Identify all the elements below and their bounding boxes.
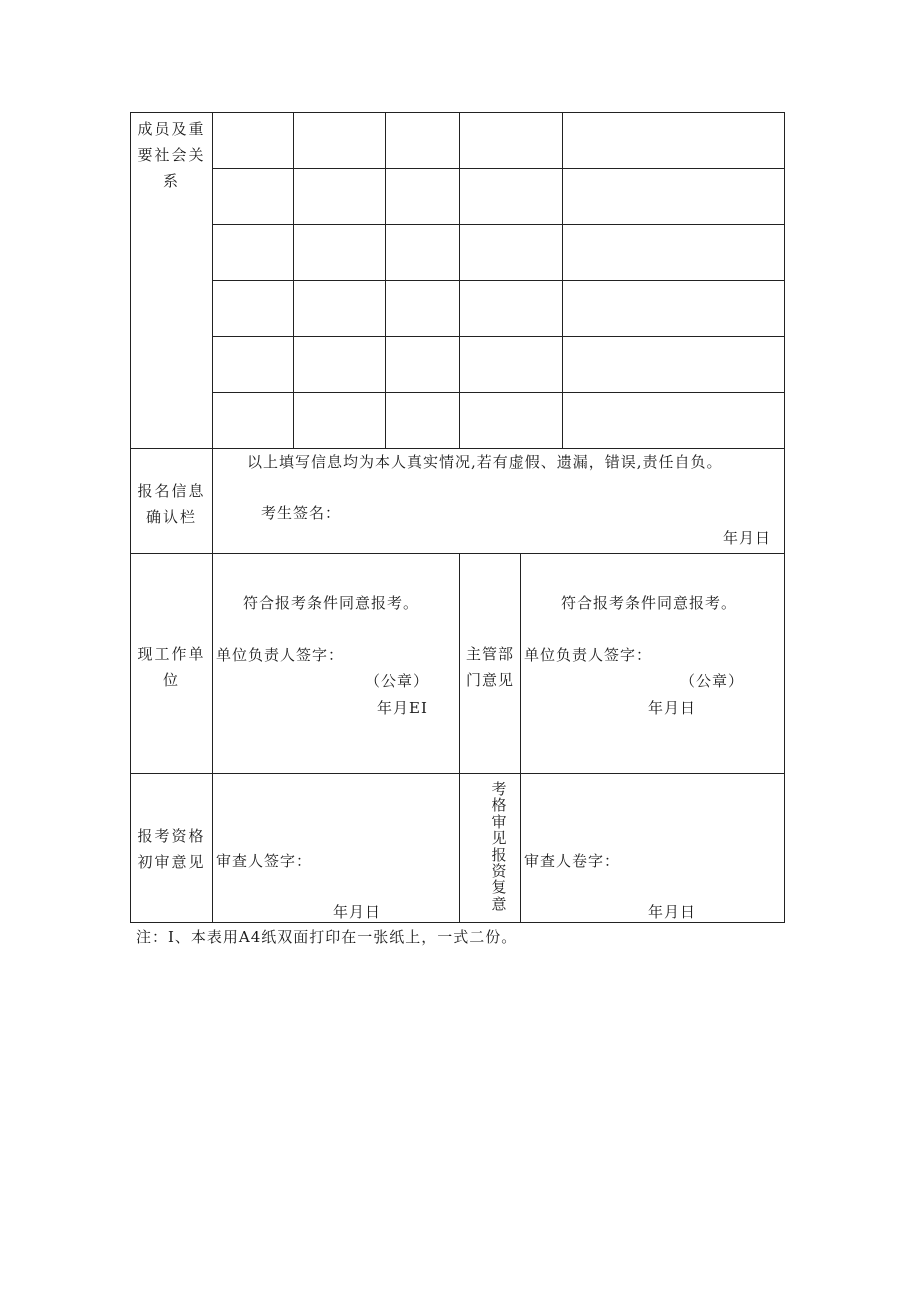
confirmation-date: 年月日 bbox=[723, 529, 772, 547]
authority-label: 主管部 门意见 bbox=[465, 645, 514, 689]
final-review-label: 考 格 审 见 报 资 复 意 bbox=[491, 780, 507, 913]
work-unit-opinion: 符合报考条件同意报考。 bbox=[243, 594, 420, 612]
table-border-right bbox=[784, 112, 785, 923]
family-relations-label: 成员及重 要社会关 系 bbox=[137, 120, 206, 190]
table-border-bottom bbox=[130, 922, 785, 923]
authority-seal: （公章） bbox=[680, 672, 745, 690]
confirmation-statement: 以上填写信息均为本人真实情况,若有虚假、遗漏，错误,责任自负。 bbox=[247, 453, 723, 471]
table-border-top bbox=[130, 112, 785, 113]
family-column-divider bbox=[562, 112, 563, 448]
family-row-divider bbox=[212, 280, 785, 281]
opinion-split-divider bbox=[459, 553, 460, 923]
work-unit-signer-label: 单位负责人签字： bbox=[216, 646, 345, 664]
section-divider bbox=[130, 448, 785, 449]
initial-reviewer-label: 审查人签字： bbox=[216, 852, 313, 870]
family-row-divider bbox=[212, 168, 785, 169]
family-row-divider bbox=[212, 224, 785, 225]
family-row-divider bbox=[212, 336, 785, 337]
work-unit-label: 现工作单 位 bbox=[137, 645, 206, 689]
family-row-divider bbox=[212, 392, 785, 393]
authority-signer-label: 单位负责人签字： bbox=[524, 646, 653, 664]
section-divider bbox=[130, 773, 785, 774]
final-review-date: 年月日 bbox=[648, 903, 697, 921]
candidate-signature-label: 考生签名： bbox=[261, 504, 342, 522]
family-column-divider bbox=[459, 112, 460, 448]
opinion-split-divider bbox=[520, 553, 521, 923]
work-unit-seal: （公章） bbox=[365, 672, 430, 690]
final-reviewer-label: 审查人卷字： bbox=[524, 852, 621, 870]
label-column-divider bbox=[212, 112, 213, 923]
authority-opinion: 符合报考条件同意报考。 bbox=[561, 594, 738, 612]
confirmation-label: 报名信息 确认栏 bbox=[137, 482, 206, 526]
authority-date: 年月日 bbox=[648, 699, 697, 717]
family-column-divider bbox=[293, 112, 294, 448]
work-unit-date: 年月EI bbox=[377, 699, 428, 717]
initial-review-date: 年月日 bbox=[333, 903, 382, 921]
family-column-divider bbox=[385, 112, 386, 448]
section-divider bbox=[130, 553, 785, 554]
initial-review-label: 报考资格 初审意见 bbox=[137, 827, 206, 871]
footnote: 注：I、本表用A4纸双面打印在一张纸上，一式二份。 bbox=[136, 928, 518, 946]
